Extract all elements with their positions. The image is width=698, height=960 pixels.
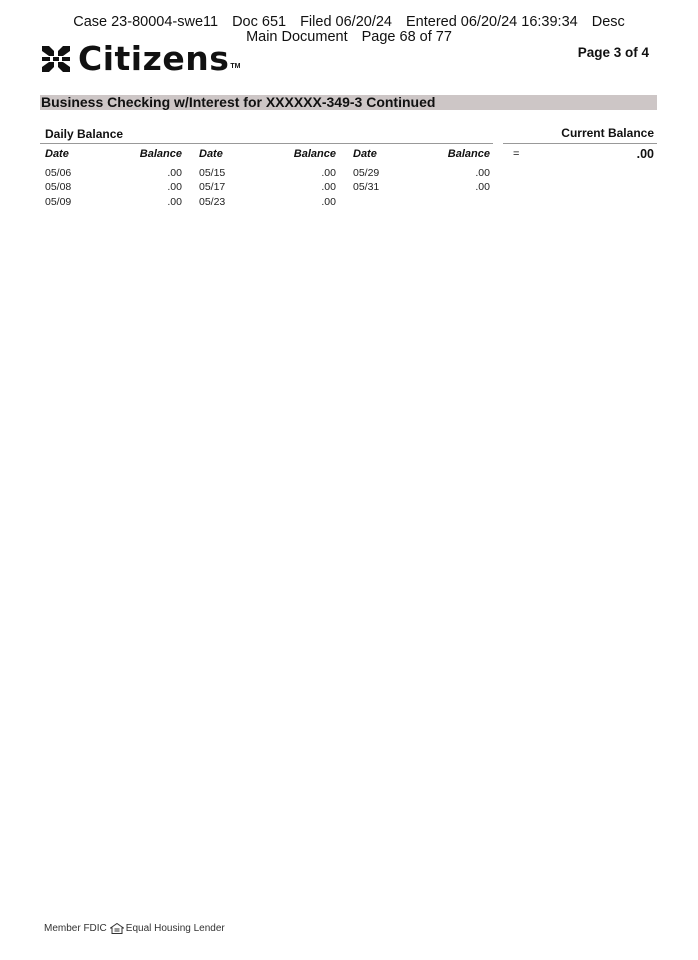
daily-balance: .00 — [167, 196, 182, 208]
statement-page-number: Page 3 of 4 — [577, 45, 649, 60]
equals-sign: = — [513, 148, 520, 160]
daily-balance: .00 — [475, 181, 490, 193]
daily-date: 05/17 — [199, 181, 226, 193]
daily-balance: .00 — [167, 181, 182, 193]
member-fdic-label: Member FDIC — [44, 923, 107, 934]
logo-wordmark: Citizens — [78, 39, 230, 78]
desc-label: Desc — [591, 14, 625, 30]
main-document-label: Main Document — [246, 29, 348, 45]
citizens-logo-icon — [40, 43, 72, 75]
daily-balance: .00 — [321, 167, 336, 179]
date-column-header: Date — [353, 148, 377, 160]
current-balance-value: .00 — [636, 147, 654, 161]
daily-balance-title: Daily Balance — [45, 127, 124, 141]
entered-date: Entered 06/20/24 16:39:34 — [405, 14, 578, 30]
daily-balance: .00 — [321, 196, 336, 208]
daily-date: 05/31 — [353, 181, 380, 193]
daily-date: 05/06 — [45, 167, 72, 179]
daily-date: 05/08 — [45, 181, 72, 193]
daily-date: 05/15 — [199, 167, 226, 179]
daily-balance: .00 — [321, 181, 336, 193]
case-number: Case 23-80004-swe11 — [73, 14, 219, 30]
current-balance-title: Current Balance — [561, 126, 654, 140]
daily-balance-divider — [40, 143, 493, 144]
filed-date: Filed 06/20/24 — [300, 14, 392, 30]
balance-column-header: Balance — [293, 148, 336, 160]
current-balance-divider — [503, 143, 657, 144]
balance-column-header: Balance — [447, 148, 490, 160]
court-header-line1 — [0, 15, 698, 30]
daily-date: 05/09 — [45, 196, 72, 208]
daily-balance: .00 — [167, 167, 182, 179]
equal-housing-lender-label: Equal Housing Lender — [125, 923, 225, 934]
daily-date: 05/29 — [353, 167, 380, 179]
logo-trademark: TM — [230, 63, 241, 70]
footer — [44, 923, 225, 934]
daily-balance: .00 — [475, 167, 490, 179]
daily-date: 05/23 — [199, 196, 226, 208]
court-page-number: Page 68 of 77 — [361, 29, 452, 45]
date-column-header: Date — [199, 148, 223, 160]
section-title: Business Checking w/Interest for XXXXXX-349-3 Continued — [41, 94, 436, 110]
section-header-bar — [40, 95, 657, 110]
doc-number: Doc 651 — [232, 14, 287, 30]
citizens-logo — [40, 39, 241, 78]
date-column-header: Date — [45, 148, 69, 160]
balance-column-header: Balance — [139, 148, 182, 160]
equal-housing-icon — [110, 923, 124, 934]
